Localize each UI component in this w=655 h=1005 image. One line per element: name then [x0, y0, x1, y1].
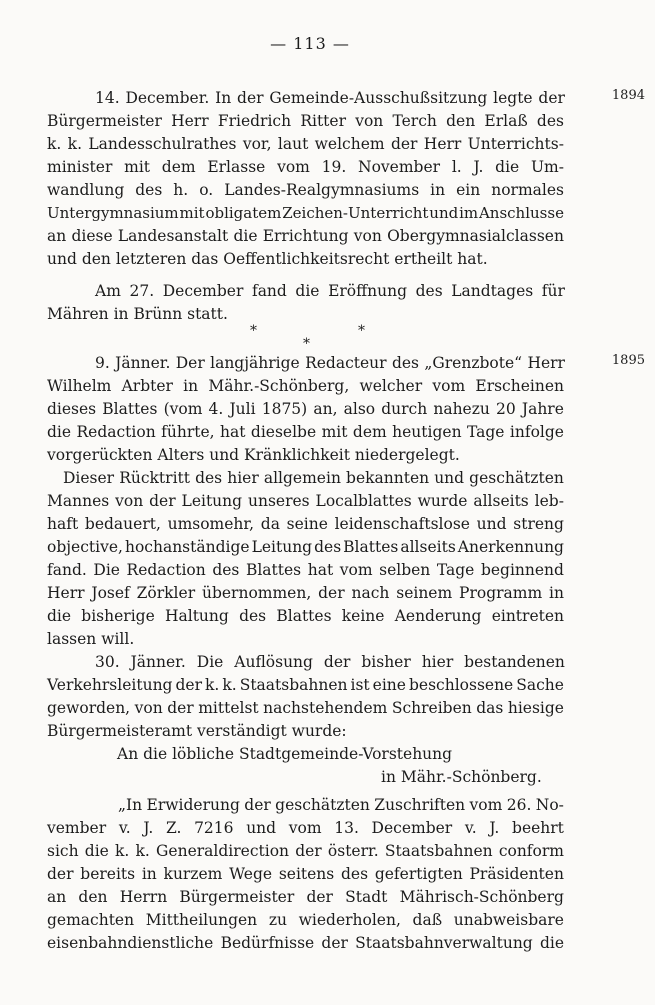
- text-line: Am 27. December fand die Eröffnung des Landtages für: [95, 282, 565, 300]
- text-line: gemachten Mittheilungen zu wiederholen, daß unabweisbare: [47, 911, 564, 929]
- text-line: 14. December. In der Gemeinde-Ausschußsitzung legte der: [95, 89, 565, 107]
- text-line: geworden, von der mittelst nachstehendem Schreiben das hiesige: [47, 699, 564, 717]
- page-number: — 113 —: [270, 34, 350, 53]
- text-line: Herr Josef Zörkler übernommen, der nach seinem Programm in: [47, 584, 564, 602]
- text-line: eisenbahndienstliche Bedürfnisse der Staatsbahnverwaltung die: [47, 934, 564, 952]
- text-line: Dieser Rücktritt des hier allgemein bekannten und geschätzten: [63, 469, 564, 487]
- text-line: k. k. Landesschulrathes vor, laut welchem der Herr Unterrichts-: [47, 135, 564, 153]
- text-line: haft bedauert, umsomehr, da seine leidenschaftslose und streng: [47, 515, 564, 533]
- text-line: an den Herrn Bürgermeister der Stadt Mährisch-Schönberg: [47, 888, 564, 906]
- text-line: objective, hochanständige Leitung des Blattes allseits Anerkennung: [47, 538, 564, 556]
- text-line: die Redaction führte, hat dieselbe mit dem heutigen Tage infolge: [47, 423, 564, 441]
- text-line: 9. Jänner. Der langjährige Redacteur des „Grenzbote“ Herr: [95, 354, 565, 372]
- section-divider-star: *: [358, 323, 365, 339]
- text-line: der bereits in kurzem Wege seitens des gefertigten Präsidenten: [47, 865, 564, 883]
- text-line: die bisherige Haltung des Blattes keine Aenderung eintreten: [47, 607, 564, 625]
- text-line: An die löbliche Stadtgemeinde-Vorstehung: [117, 745, 453, 763]
- text-line: Bürgermeisteramt verständigt wurde:: [47, 722, 347, 740]
- text-line: vember v. J. Z. 7216 und vom 13. December v. J. beehrt: [47, 819, 564, 837]
- text-line: „In Erwiderung der geschätzten Zuschriften vom 26. No-: [118, 796, 564, 814]
- text-line: Mähren in Brünn statt.: [47, 305, 228, 323]
- text-line: minister mit dem Erlasse vom 19. November l. J. die Um-: [47, 158, 564, 176]
- text-line: und den letzteren das Oeffentlichkeitsrecht ertheilt hat.: [47, 250, 488, 268]
- text-line: Bürgermeister Herr Friedrich Ritter von Terch den Erlaß des: [47, 112, 564, 130]
- text-line: in Mähr.-Schönberg.: [381, 768, 542, 786]
- text-line: Wilhelm Arbter in Mähr.-Schönberg, welcher vom Erscheinen: [47, 377, 564, 395]
- text-line: an diese Landesanstalt die Errichtung von Obergymnasialclassen: [47, 227, 564, 245]
- text-line: dieses Blattes (vom 4. Juli 1875) an, also durch nahezu 20 Jahre: [47, 400, 564, 418]
- text-line: wandlung des h. o. Landes-Realgymnasiums in ein normales: [47, 181, 564, 199]
- text-line: Untergymnasium mit obligatem Zeichen-Unterricht und im Anschlusse: [47, 204, 564, 222]
- text-line: Verkehrsleitung der k. k. Staatsbahnen ist eine beschlossene Sache: [47, 676, 564, 694]
- text-line: fand. Die Redaction des Blattes hat vom selben Tage beginnend: [47, 561, 564, 579]
- margin-year-1894: 1894: [611, 88, 645, 103]
- text-line: vorgerückten Alters und Kränklichkeit niedergelegt.: [47, 446, 460, 464]
- text-line: lassen will.: [47, 630, 135, 648]
- text-line: 30. Jänner. Die Auflösung der bisher hier bestandenen: [95, 653, 565, 671]
- section-divider-star: *: [250, 323, 257, 339]
- text-line: sich die k. k. Generaldirection der österr. Staatsbahnen conform: [47, 842, 564, 860]
- section-divider-star: *: [303, 336, 310, 352]
- margin-year-1895: 1895: [611, 353, 645, 368]
- text-line: Mannes von der Leitung unseres Localblattes wurde allseits leb-: [47, 492, 564, 510]
